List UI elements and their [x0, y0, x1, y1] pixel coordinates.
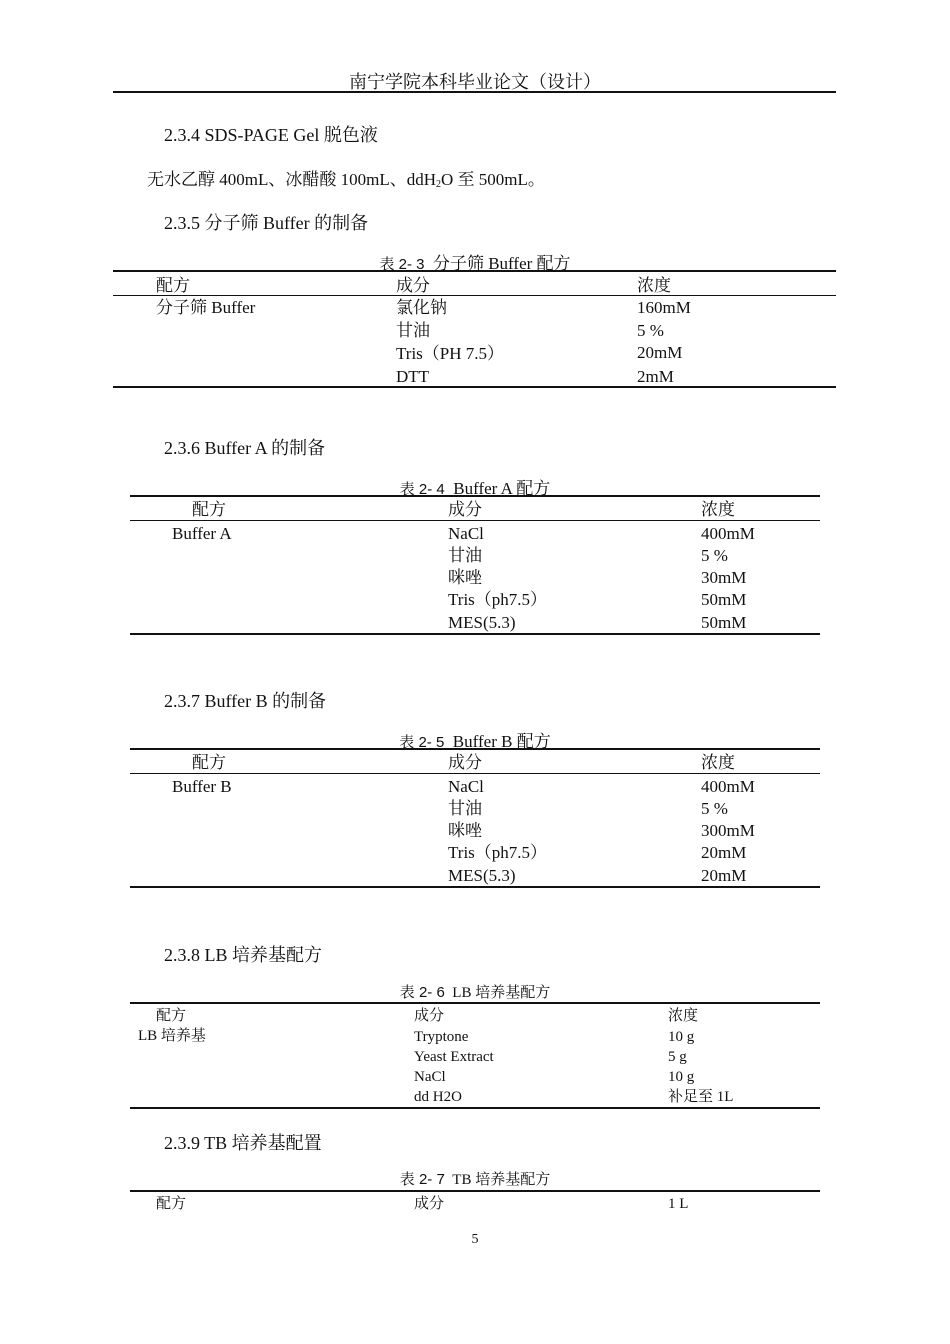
table-cell: Tris（ph7.5） [448, 843, 548, 862]
table-2-4-caption: 表 2- 4 Buffer A 配方 [399, 479, 551, 498]
table-header-recipe: 配方 [156, 1196, 187, 1212]
table-cell: 5 % [637, 321, 664, 340]
table-header-volume: 1 L [668, 1196, 689, 1212]
table-2-4 [130, 495, 820, 637]
table-header-component: 成分 [448, 500, 482, 519]
table-cell: NaCl [448, 777, 484, 796]
table-cell: MES(5.3) [448, 866, 516, 885]
table-cell: 5 % [701, 546, 728, 565]
section-2-3-6-heading: 2.3.6 Buffer A 的制备 [164, 438, 326, 458]
section-2-3-4-heading: 2.3.4 SDS-PAGE Gel 脱色液 [164, 125, 378, 145]
table-cell: 50mM [701, 590, 747, 609]
table-2-3-caption: 表 2- 3 分子筛 Buffer 配方 [379, 254, 571, 273]
table-cell: DTT [396, 367, 430, 386]
table-cell: Yeast Extract [414, 1049, 494, 1065]
table-cell: 甘油 [448, 799, 482, 818]
table-cell: 5 % [701, 799, 728, 818]
table-2-5 [130, 748, 820, 890]
table-header-component: 成分 [414, 1008, 445, 1024]
table-cell: 补足至 1L [668, 1089, 734, 1105]
table-cell: NaCl [414, 1069, 446, 1085]
table-cell: 20mM [637, 343, 683, 362]
table-cell: 30mM [701, 568, 747, 587]
table-cell-recipe-name: Buffer B [172, 777, 232, 796]
table-cell: 20mM [701, 866, 747, 885]
table-cell: 咪唑 [448, 821, 482, 840]
table-header-concentration: 浓度 [701, 753, 735, 772]
table-cell: 5 g [668, 1049, 687, 1065]
table-cell: 160mM [637, 298, 691, 317]
table-cell: Tris（ph7.5） [448, 590, 548, 609]
page-number: 5 [471, 1232, 479, 1247]
page-header-title: 南宁学院本科毕业论文（设计） [349, 72, 601, 92]
table-cell: 2mM [637, 367, 674, 386]
section-2-3-9-heading: 2.3.9 TB 培养基配置 [164, 1133, 322, 1153]
table-header-concentration: 浓度 [701, 500, 735, 519]
table-cell: 20mM [701, 843, 747, 862]
table-cell: 甘油 [396, 321, 430, 340]
table-cell-recipe-name: LB 培养基 [138, 1028, 206, 1044]
table-2-7-caption: 表 2- 7 TB 培养基配方 [399, 1171, 551, 1188]
table-cell: 400mM [701, 524, 755, 543]
table-header-component: 成分 [414, 1196, 445, 1212]
table-header-recipe: 配方 [156, 276, 190, 295]
table-cell: Tris（PH 7.5） [396, 344, 505, 363]
table-cell: NaCl [448, 524, 484, 543]
table-cell: 甘油 [448, 546, 482, 565]
table-cell: dd H2O [414, 1089, 462, 1105]
table-2-5-caption: 表 2- 5 Buffer B 配方 [399, 732, 551, 751]
table-2-7 [130, 1190, 820, 1220]
table-header-recipe: 配方 [156, 1008, 187, 1024]
table-cell: 10 g [668, 1069, 695, 1085]
table-cell: Tryptone [414, 1029, 469, 1045]
table-2-3 [113, 270, 836, 390]
table-cell: 50mM [701, 613, 747, 632]
table-header-recipe: 配方 [192, 753, 226, 772]
table-cell: 10 g [668, 1029, 695, 1045]
header-rule [113, 91, 836, 93]
table-cell: 400mM [701, 777, 755, 796]
section-2-3-7-heading: 2.3.7 Buffer B 的制备 [164, 691, 327, 711]
table-cell: 氯化钠 [396, 298, 447, 317]
section-2-3-4-text: 无水乙醇 400mL、冰醋酸 100mL、ddH$_2$O 至 500mL。 [147, 170, 545, 190]
table-header-concentration: 浓度 [637, 276, 671, 295]
section-2-3-8-heading: 2.3.8 LB 培养基配方 [164, 945, 323, 965]
table-header-component: 成分 [448, 753, 482, 772]
table-2-6 [130, 1002, 820, 1112]
table-2-6-caption: 表 2- 6 LB 培养基配方 [399, 984, 551, 1001]
table-cell: 咪唑 [448, 568, 482, 587]
table-cell: MES(5.3) [448, 613, 516, 632]
table-header-component: 成分 [396, 276, 430, 295]
table-cell-recipe-name: 分子筛 Buffer [156, 298, 256, 317]
table-header-concentration: 浓度 [668, 1008, 699, 1024]
table-header-recipe: 配方 [192, 500, 226, 519]
table-cell: 300mM [701, 821, 755, 840]
table-cell-recipe-name: Buffer A [172, 524, 232, 543]
section-2-3-5-heading: 2.3.5 分子筛 Buffer 的制备 [164, 213, 369, 233]
